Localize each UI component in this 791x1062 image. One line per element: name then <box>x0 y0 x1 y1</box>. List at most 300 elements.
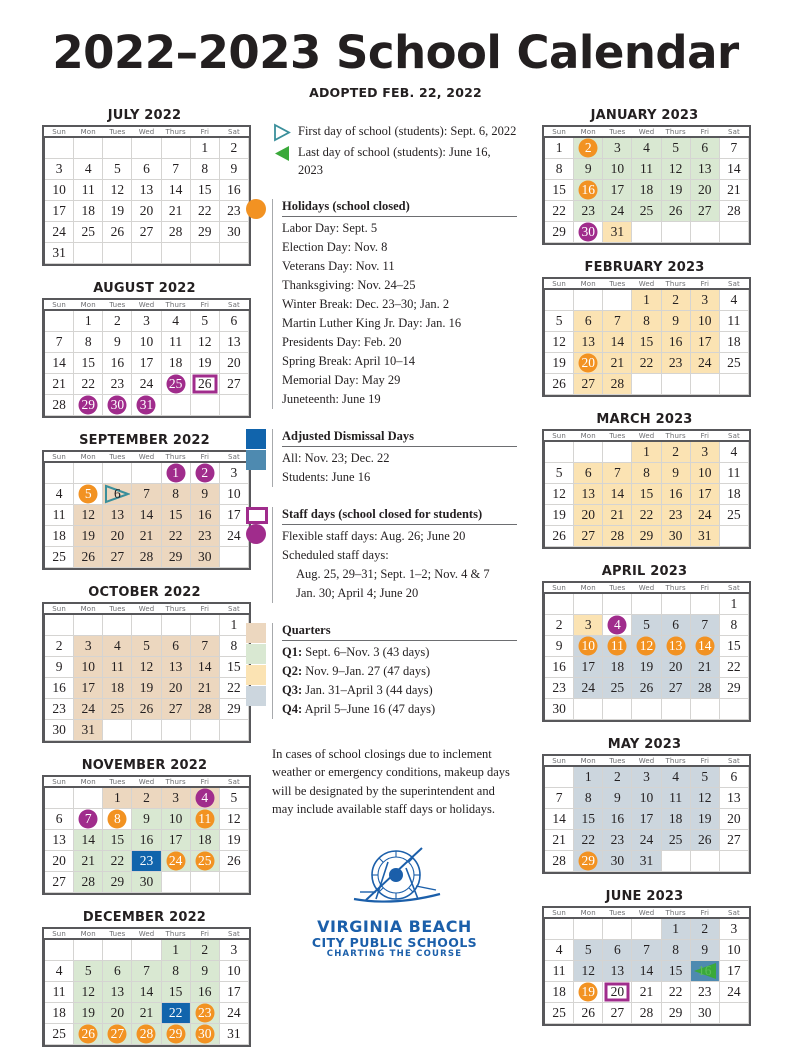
empty-day-cell <box>74 615 103 636</box>
empty-day-cell <box>719 1003 748 1024</box>
day-cell <box>45 547 74 568</box>
day-number: 3 <box>613 140 621 155</box>
day-number: 12 <box>581 963 595 978</box>
day-number: 14 <box>139 507 154 522</box>
day-cell <box>219 982 248 1003</box>
week-row <box>545 699 749 720</box>
weekday-header: Sun <box>52 128 66 136</box>
day-cell <box>190 1003 219 1024</box>
day-number: 19 <box>81 528 95 543</box>
day-cell <box>161 636 190 657</box>
weekday-header: Wed <box>138 301 155 309</box>
empty-day-cell <box>219 243 248 264</box>
week-row <box>545 463 749 484</box>
day-cell <box>45 872 74 893</box>
week-row <box>545 788 749 809</box>
week-row <box>545 594 749 615</box>
day-cell <box>545 982 574 1003</box>
day-number: 28 <box>198 701 212 716</box>
day-cell <box>161 1003 190 1024</box>
empty-day-cell <box>161 615 190 636</box>
day-cell <box>103 982 132 1003</box>
day-cell <box>103 353 132 374</box>
day-cell <box>632 180 661 201</box>
month-grid <box>544 279 749 395</box>
empty-day-cell <box>574 699 603 720</box>
day-cell <box>545 374 574 395</box>
empty-day-cell <box>161 395 190 416</box>
week-row <box>45 720 249 741</box>
day-number: 13 <box>581 334 595 349</box>
month-block <box>542 889 747 1031</box>
day-number: 22 <box>639 507 654 522</box>
day-cell <box>161 463 190 484</box>
day-number: 19 <box>227 832 241 847</box>
day-cell <box>132 332 161 353</box>
day-cell <box>219 809 248 830</box>
day-number: 30 <box>198 1026 212 1041</box>
day-number: 12 <box>81 984 95 999</box>
day-number: 4 <box>730 292 738 307</box>
day-cell <box>661 919 690 940</box>
day-number: 23 <box>698 984 712 999</box>
day-number: 4 <box>643 140 650 155</box>
day-cell <box>219 851 248 872</box>
day-cell <box>219 463 248 484</box>
day-number: 2 <box>672 292 679 307</box>
week-row <box>45 505 249 526</box>
day-cell <box>545 699 574 720</box>
empty-day-cell <box>545 767 574 788</box>
week-row <box>545 940 749 961</box>
legend-first-day <box>272 122 517 142</box>
day-number: 9 <box>113 334 121 349</box>
day-cell <box>661 311 690 332</box>
day-cell <box>45 484 74 505</box>
empty-day-cell <box>661 594 690 615</box>
day-number: 29 <box>639 528 654 543</box>
day-number: 13 <box>110 507 125 522</box>
day-cell <box>603 332 632 353</box>
day-number: 4 <box>201 790 209 805</box>
day-cell <box>574 180 603 201</box>
day-number: 15 <box>639 486 654 501</box>
day-cell <box>574 505 603 526</box>
day-cell <box>190 222 219 243</box>
day-cell <box>632 484 661 505</box>
day-number: 13 <box>668 638 683 653</box>
holidays-heading: Holidays (school closed) <box>282 199 410 214</box>
day-cell <box>719 138 748 159</box>
scheduled-staff-circle-icon <box>246 524 266 544</box>
day-number: 13 <box>610 963 625 978</box>
day-number: 16 <box>698 963 712 978</box>
day-cell <box>574 353 603 374</box>
month-block <box>42 281 247 423</box>
weekday-header: Sat <box>728 909 740 917</box>
day-number: 3 <box>584 617 592 632</box>
month-grid-frame <box>42 125 251 266</box>
day-number: 27 <box>581 528 595 543</box>
day-cell <box>219 353 248 374</box>
day-number: 18 <box>610 659 625 674</box>
day-number: 8 <box>172 486 179 501</box>
day-cell <box>103 159 132 180</box>
day-number: 4 <box>55 486 63 501</box>
day-cell <box>190 851 219 872</box>
day-cell <box>103 222 132 243</box>
day-cell <box>603 982 632 1003</box>
week-row <box>545 353 749 374</box>
day-number: 28 <box>52 397 66 412</box>
day-cell <box>632 1003 661 1024</box>
day-number: 17 <box>227 984 241 999</box>
day-number: 19 <box>639 659 654 674</box>
empty-day-cell <box>603 290 632 311</box>
day-number: 17 <box>698 334 712 349</box>
week-row <box>45 395 249 416</box>
day-number: 27 <box>110 549 125 564</box>
weekday-header: Tues <box>609 757 626 765</box>
week-row <box>545 505 749 526</box>
day-number: 14 <box>639 963 654 978</box>
dismissal-heading: Adjusted Dismissal Days <box>282 429 414 444</box>
day-cell <box>719 332 748 353</box>
holiday-item: Winter Break: Dec. 23–30; Jan. 2 <box>282 297 450 312</box>
day-cell <box>632 138 661 159</box>
month-title: DECEMBER 2022 <box>82 910 207 925</box>
day-number: 5 <box>643 617 650 632</box>
page-title: 2022–2023 School Calendar <box>52 26 739 79</box>
week-row <box>545 615 749 636</box>
day-cell <box>719 463 748 484</box>
day-number: 8 <box>730 617 738 632</box>
day-number: 20 <box>581 355 595 370</box>
day-number: 9 <box>230 161 238 176</box>
day-cell <box>719 940 748 961</box>
day-cell <box>545 222 574 243</box>
day-cell <box>603 678 632 699</box>
empty-day-cell <box>719 222 748 243</box>
day-number: 1 <box>172 942 179 957</box>
day-number: 26 <box>552 528 566 543</box>
day-number: 7 <box>613 313 621 328</box>
day-number: 6 <box>172 638 179 653</box>
day-number: 20 <box>52 853 66 868</box>
day-cell <box>574 311 603 332</box>
day-cell <box>545 311 574 332</box>
q1-swatch-icon <box>246 623 266 643</box>
day-number: 29 <box>727 680 741 695</box>
empty-day-cell <box>74 463 103 484</box>
week-row <box>45 851 249 872</box>
day-cell <box>632 505 661 526</box>
empty-day-cell <box>103 615 132 636</box>
holidays-list <box>282 217 517 409</box>
day-cell <box>132 678 161 699</box>
day-number: 13 <box>227 334 241 349</box>
day-number: 29 <box>168 549 183 564</box>
day-cell <box>574 159 603 180</box>
day-number: 26 <box>581 1005 595 1020</box>
day-number: 26 <box>698 832 712 847</box>
logo-line-1: VIRGINIA BEACH <box>317 916 472 936</box>
day-cell <box>190 526 219 547</box>
day-cell <box>632 311 661 332</box>
day-number: 18 <box>727 486 741 501</box>
day-number: 20 <box>668 659 683 674</box>
day-number: 10 <box>581 638 595 653</box>
day-cell <box>190 636 219 657</box>
week-row <box>545 374 749 395</box>
day-number: 8 <box>643 313 650 328</box>
quarter-label: Q1: <box>282 645 303 660</box>
day-number: 27 <box>168 701 183 716</box>
day-number: 3 <box>701 444 709 459</box>
day-cell <box>132 222 161 243</box>
dismissal-item: Students: June 16 <box>282 470 371 485</box>
day-number: 21 <box>639 984 654 999</box>
day-cell <box>545 809 574 830</box>
empty-day-cell <box>690 374 719 395</box>
holiday-item: Martin Luther King Jr. Day: Jan. 16 <box>282 316 462 331</box>
weekday-header: Mon <box>80 128 96 136</box>
day-number: 24 <box>727 984 741 999</box>
day-number: 14 <box>610 486 625 501</box>
day-cell <box>45 180 74 201</box>
weekday-header: Sat <box>728 757 740 765</box>
day-number: 31 <box>81 722 95 737</box>
week-row <box>45 311 249 332</box>
day-number: 1 <box>84 313 92 328</box>
weekday-header: Thurs <box>165 778 186 786</box>
day-number: 19 <box>139 680 154 695</box>
day-cell <box>545 1003 574 1024</box>
day-number: 8 <box>201 161 209 176</box>
day-number: 29 <box>168 1026 183 1041</box>
day-cell <box>74 395 103 416</box>
day-number: 16 <box>610 811 625 826</box>
day-number: 15 <box>168 507 183 522</box>
day-number: 14 <box>610 334 625 349</box>
day-cell <box>545 180 574 201</box>
day-number: 6 <box>701 140 709 155</box>
weekday-header: Fri <box>200 778 210 786</box>
quarter-label: Q2: <box>282 664 303 679</box>
day-number: 13 <box>110 984 125 999</box>
day-cell <box>219 1003 248 1024</box>
day-cell <box>545 961 574 982</box>
day-cell <box>574 1003 603 1024</box>
day-cell <box>219 138 248 159</box>
day-cell <box>132 982 161 1003</box>
week-row <box>545 678 749 699</box>
day-cell <box>603 159 632 180</box>
day-cell <box>545 615 574 636</box>
day-cell <box>603 961 632 982</box>
day-cell <box>132 809 161 830</box>
day-number: 5 <box>230 790 238 805</box>
empty-day-cell <box>103 720 132 741</box>
day-number: 17 <box>581 659 595 674</box>
weekday-header: Sun <box>552 584 566 592</box>
day-cell <box>74 1003 103 1024</box>
weekday-header: Tues <box>109 930 126 938</box>
week-row <box>545 159 749 180</box>
day-number: 23 <box>110 376 125 391</box>
day-number: 26 <box>81 1026 95 1041</box>
day-number: 28 <box>610 376 625 391</box>
staff-days-heading: Staff days (school closed for students) <box>282 507 483 522</box>
holiday-item: Memorial Day: May 29 <box>282 373 401 388</box>
day-number: 5 <box>555 313 563 328</box>
day-cell <box>74 159 103 180</box>
day-cell <box>132 353 161 374</box>
day-cell <box>161 505 190 526</box>
day-cell <box>161 830 190 851</box>
day-number: 21 <box>610 507 625 522</box>
weekday-header: Thurs <box>665 280 686 288</box>
day-cell <box>603 138 632 159</box>
day-cell <box>719 505 748 526</box>
weekday-header: Thurs <box>665 432 686 440</box>
day-number: 8 <box>672 942 679 957</box>
day-number: 3 <box>143 313 150 328</box>
day-number: 9 <box>55 659 63 674</box>
weekday-header: Wed <box>138 930 155 938</box>
month-block <box>542 737 747 879</box>
holiday-item: Spring Break: April 10–14 <box>282 354 415 369</box>
day-cell <box>219 961 248 982</box>
staff-swatches <box>246 507 268 544</box>
day-cell <box>661 678 690 699</box>
day-cell <box>74 961 103 982</box>
month-grid <box>544 583 749 720</box>
day-number: 5 <box>113 161 121 176</box>
day-number: 9 <box>613 790 621 805</box>
day-number: 30 <box>110 397 125 412</box>
day-cell <box>74 311 103 332</box>
day-cell <box>661 290 690 311</box>
day-number: 24 <box>52 224 66 239</box>
day-cell <box>74 809 103 830</box>
quarter-swatches <box>246 623 268 707</box>
week-row <box>545 484 749 505</box>
day-number: 12 <box>198 334 212 349</box>
day-number: 6 <box>143 161 150 176</box>
dismissal-students-swatch-icon <box>246 450 266 470</box>
day-number: 19 <box>698 811 712 826</box>
day-number: 6 <box>113 486 121 501</box>
day-cell <box>574 788 603 809</box>
day-number: 20 <box>610 984 625 999</box>
holiday-item: Election Day: Nov. 8 <box>282 240 388 255</box>
day-number: 10 <box>610 161 625 176</box>
day-cell <box>661 788 690 809</box>
day-number: 23 <box>552 680 566 695</box>
day-number: 1 <box>230 617 238 632</box>
day-number: 25 <box>727 507 741 522</box>
day-cell <box>219 222 248 243</box>
day-cell <box>632 290 661 311</box>
day-number: 5 <box>84 963 92 978</box>
day-number: 7 <box>701 617 709 632</box>
day-number: 7 <box>555 790 563 805</box>
day-cell <box>161 809 190 830</box>
day-cell <box>719 484 748 505</box>
weekday-header: Sat <box>728 584 740 592</box>
weekday-header: Wed <box>638 909 655 917</box>
day-number: 22 <box>81 376 95 391</box>
day-number: 30 <box>198 549 212 564</box>
day-cell <box>661 830 690 851</box>
day-cell <box>103 526 132 547</box>
day-number: 6 <box>584 313 592 328</box>
day-cell <box>690 526 719 547</box>
day-number: 6 <box>672 617 679 632</box>
day-cell <box>132 180 161 201</box>
day-number: 28 <box>139 1026 154 1041</box>
month-grid <box>44 452 249 568</box>
day-number: 3 <box>230 942 238 957</box>
day-cell <box>603 484 632 505</box>
quarter-item: Q1: Sept. 6–Nov. 3 (43 days) <box>282 645 430 660</box>
empty-day-cell <box>661 222 690 243</box>
legend-last-day <box>272 143 517 179</box>
week-row <box>45 484 249 505</box>
empty-day-cell <box>574 442 603 463</box>
day-cell <box>603 851 632 872</box>
day-cell <box>103 505 132 526</box>
day-cell <box>661 809 690 830</box>
day-cell <box>132 788 161 809</box>
day-number: 24 <box>639 832 654 847</box>
month-title: JUNE 2023 <box>605 889 684 904</box>
day-cell <box>632 332 661 353</box>
day-number: 29 <box>110 874 125 889</box>
day-number: 1 <box>113 790 121 805</box>
day-number: 4 <box>613 617 621 632</box>
day-number: 31 <box>139 397 154 412</box>
week-row <box>45 201 249 222</box>
day-number: 4 <box>172 313 179 328</box>
weekday-header: Tues <box>109 605 126 613</box>
day-number: 29 <box>227 701 241 716</box>
day-number: 13 <box>139 182 154 197</box>
weekday-header: Tues <box>609 432 626 440</box>
quarter-item: Q2: Nov. 9–Jan. 27 (47 days) <box>282 664 431 679</box>
day-cell <box>690 159 719 180</box>
empty-day-cell <box>545 290 574 311</box>
month-grid-frame <box>42 298 251 418</box>
month-block <box>542 108 747 250</box>
day-number: 17 <box>139 355 154 370</box>
day-number: 15 <box>581 811 595 826</box>
week-row <box>45 463 249 484</box>
day-cell <box>219 180 248 201</box>
day-cell <box>132 830 161 851</box>
day-cell <box>74 699 103 720</box>
day-cell <box>632 201 661 222</box>
day-cell <box>161 526 190 547</box>
day-number: 14 <box>198 659 212 674</box>
day-number: 16 <box>110 355 125 370</box>
day-cell <box>690 982 719 1003</box>
day-cell <box>661 353 690 374</box>
day-cell <box>603 657 632 678</box>
day-cell <box>45 1024 74 1045</box>
week-row <box>45 809 249 830</box>
